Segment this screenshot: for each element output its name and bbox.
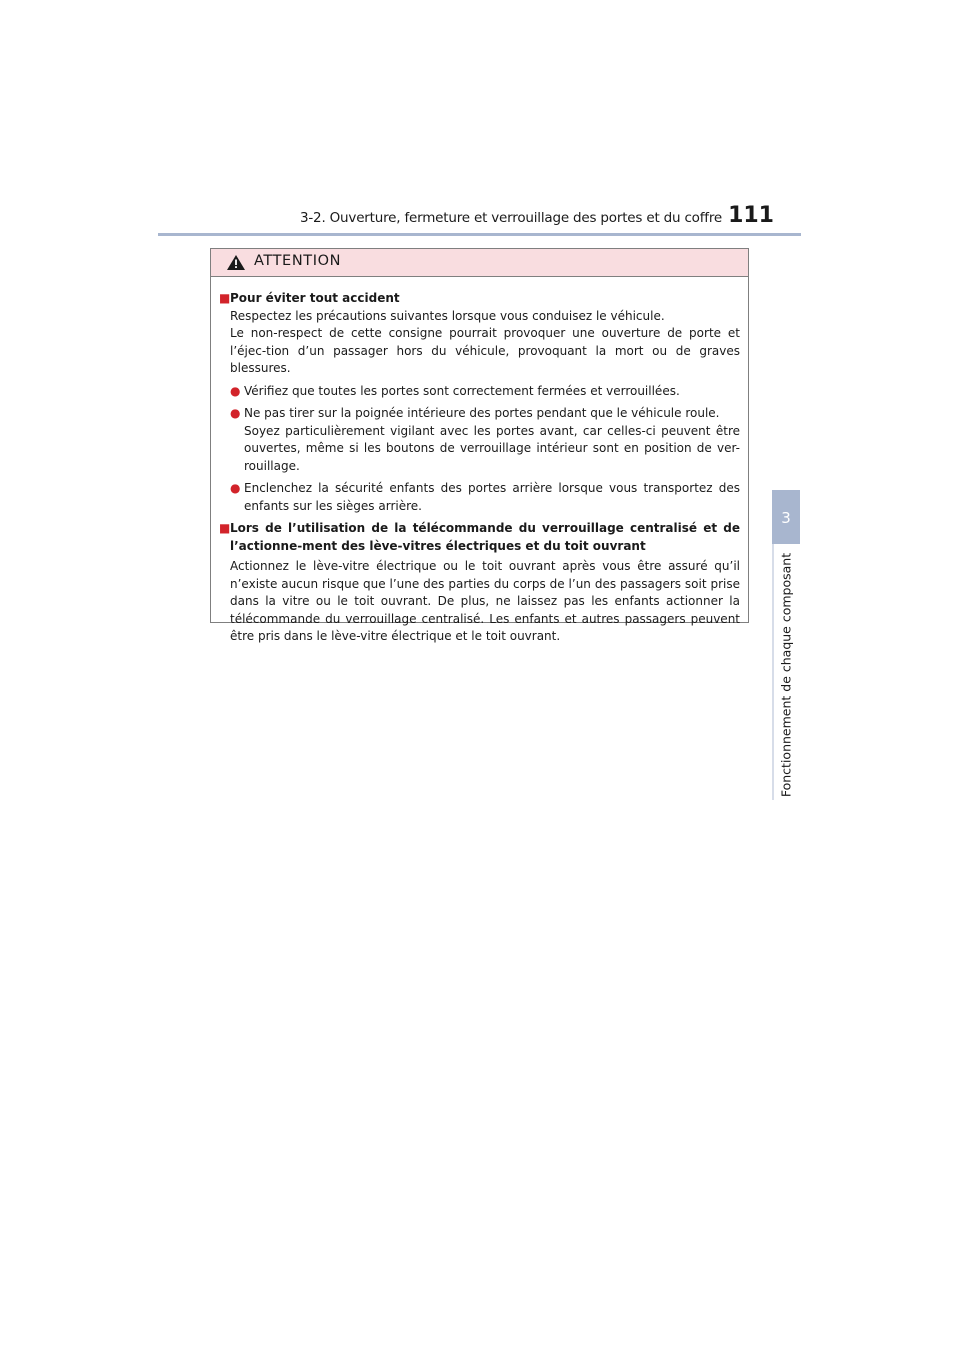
warning-title: ATTENTION bbox=[254, 253, 342, 269]
square-bullet-icon: ■ bbox=[219, 291, 231, 305]
bullet-text bbox=[244, 383, 740, 401]
bullet-line: Soyez particulièrement vigilant avec les portes avant, car celles-ci peuvent être ouvertes, même si les boutons de verrouillage intérieur sont en position de ver-rouillage. bbox=[244, 423, 740, 473]
chapter-tab bbox=[772, 490, 800, 544]
warning-content bbox=[211, 277, 748, 646]
chapter-number: 3 bbox=[781, 509, 791, 527]
square-bullet-icon: ■ bbox=[219, 521, 231, 535]
bullet-line: Ne pas tirer sur la poignée intérieure des portes pendant que le véhicule roule. bbox=[244, 406, 720, 420]
paragraph: Le non-respect de cette consigne pourrait provoquer une ouverture de porte et l’éjec-tion d’un passager hors du véhicule, provoquant la mort ou de graves blessures. bbox=[230, 326, 740, 375]
section-heading-text: Lors de l’utilisation de la télécommande du verrouillage centralisé et de l’actionne-ment des lève-vitres électriques et du toit ouvrant bbox=[230, 521, 740, 553]
bullet-text bbox=[244, 480, 740, 515]
section-body bbox=[230, 308, 740, 378]
paragraph: Actionnez le lève-vitre électrique ou le toit ouvrant après vous être assuré qu’il n’existe aucun risque que l’une des parties du corps de l’un des passagers soit prise dans la vitre ou le toit ouvrant. De plus, ne laissez pas les enfants actionner la télécommande du verrouillage centralisé. Les enfants et autres passagers peuvent être pris dans le lève-vitre électrique et le toit ouvrant. bbox=[230, 559, 740, 643]
bullet-item bbox=[230, 480, 740, 515]
chapter-label: Fonctionnement de chaque composant bbox=[778, 552, 794, 798]
section-body bbox=[230, 558, 740, 646]
section-header-title: 3-2. Ouverture, fermeture et verrouillage des portes et du coffre bbox=[300, 210, 722, 226]
paragraph: Respectez les précautions suivantes lorsque vous conduisez le véhicule. bbox=[230, 308, 665, 323]
warning-header bbox=[211, 249, 748, 277]
bullet-item bbox=[230, 383, 740, 401]
round-bullet-icon: ● bbox=[230, 481, 241, 495]
bullet-line: Enclenchez la sécurité enfants des portes arrière lorsque vous transportez des enfants sur les sièges arrière. bbox=[244, 481, 740, 513]
round-bullet-icon: ● bbox=[230, 406, 241, 420]
page-number: 111 bbox=[728, 203, 774, 228]
bullet-line: Vérifiez que toutes les portes sont correctement fermées et verrouillées. bbox=[244, 383, 680, 398]
section-heading bbox=[219, 520, 740, 555]
bullet-text bbox=[244, 405, 740, 475]
warning-box bbox=[210, 248, 749, 643]
round-bullet-icon: ● bbox=[230, 383, 241, 398]
warning-triangle-icon bbox=[227, 255, 245, 274]
bullet-item bbox=[230, 405, 740, 475]
section-heading bbox=[219, 290, 740, 308]
section-heading-text: Pour éviter tout accident bbox=[230, 291, 400, 305]
chapter-label-wrap bbox=[772, 550, 800, 800]
header-rule bbox=[158, 233, 801, 236]
